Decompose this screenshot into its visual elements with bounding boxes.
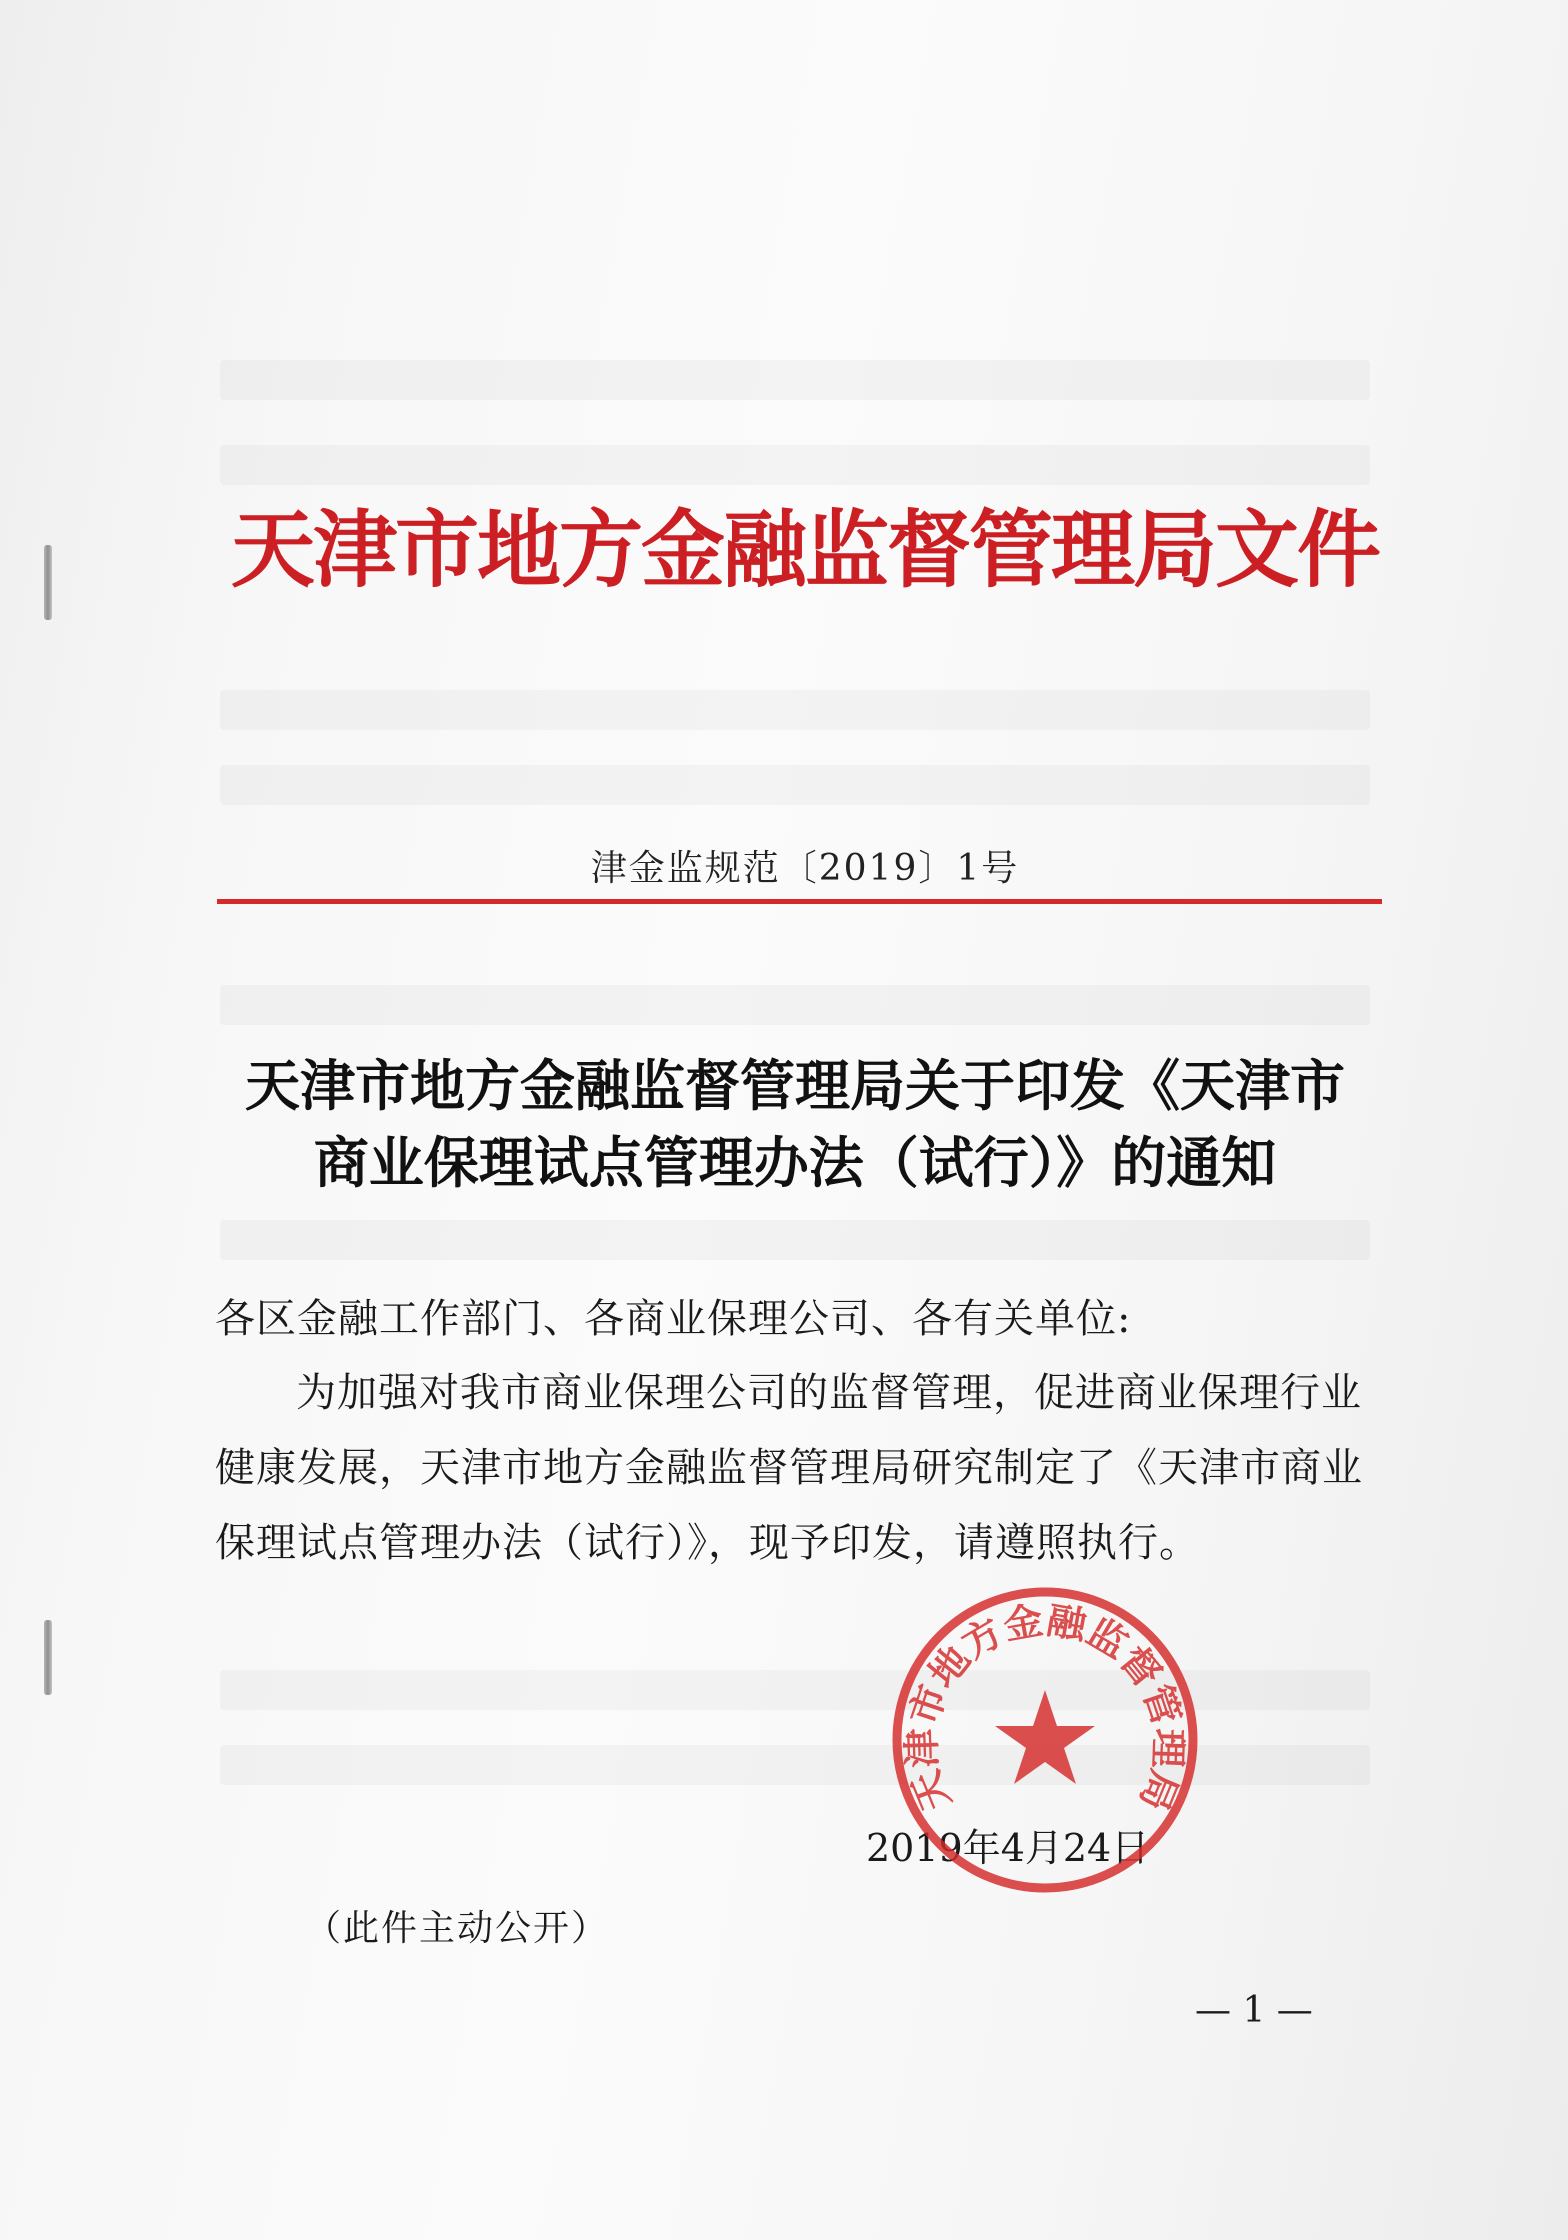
notice-title-line-1: 天津市地方金融监督管理局关于印发《天津市 xyxy=(244,1053,1345,1118)
bleed-through-line xyxy=(220,765,1370,805)
staple-mark xyxy=(44,1620,52,1695)
bleed-through-line xyxy=(220,445,1370,485)
document-number: 津金监规范〔2019〕1号 xyxy=(590,848,1020,889)
issue-date: 2019年4月24日 xyxy=(866,1826,1150,1870)
bleed-through-line xyxy=(220,690,1370,730)
seal-text: 天津市地方金融监督管理局 xyxy=(898,1596,1192,1818)
body-paragraph-line: 为加强对我市商业保理公司的监督管理，促进商业保理行业 xyxy=(296,1370,1362,1416)
public-disclosure-note: （此件主动公开） xyxy=(305,1908,610,1949)
star-icon xyxy=(995,1690,1095,1784)
staple-mark xyxy=(44,545,52,620)
page-number: — 1 — xyxy=(1195,1990,1313,2031)
body-paragraph-line: 保理试点管理办法（试行）》，现予印发，请遵照执行。 xyxy=(215,1520,1200,1566)
document-header-title: 天津市地方金融监督管理局文件 xyxy=(230,500,1379,599)
salutation: 各区金融工作部门、各商业保理公司、各有关单位: xyxy=(215,1296,1132,1342)
notice-title-line-2: 商业保理试点管理办法（试行）》的通知 xyxy=(313,1130,1277,1195)
bleed-through-line xyxy=(220,360,1370,400)
official-seal-stamp xyxy=(885,1580,1205,1900)
red-divider-line xyxy=(217,899,1382,904)
bleed-through-line xyxy=(220,1220,1370,1260)
bleed-through-line xyxy=(220,985,1370,1025)
body-paragraph-line: 健康发展，天津市地方金融监督管理局研究制定了《天津市商业 xyxy=(215,1445,1363,1491)
